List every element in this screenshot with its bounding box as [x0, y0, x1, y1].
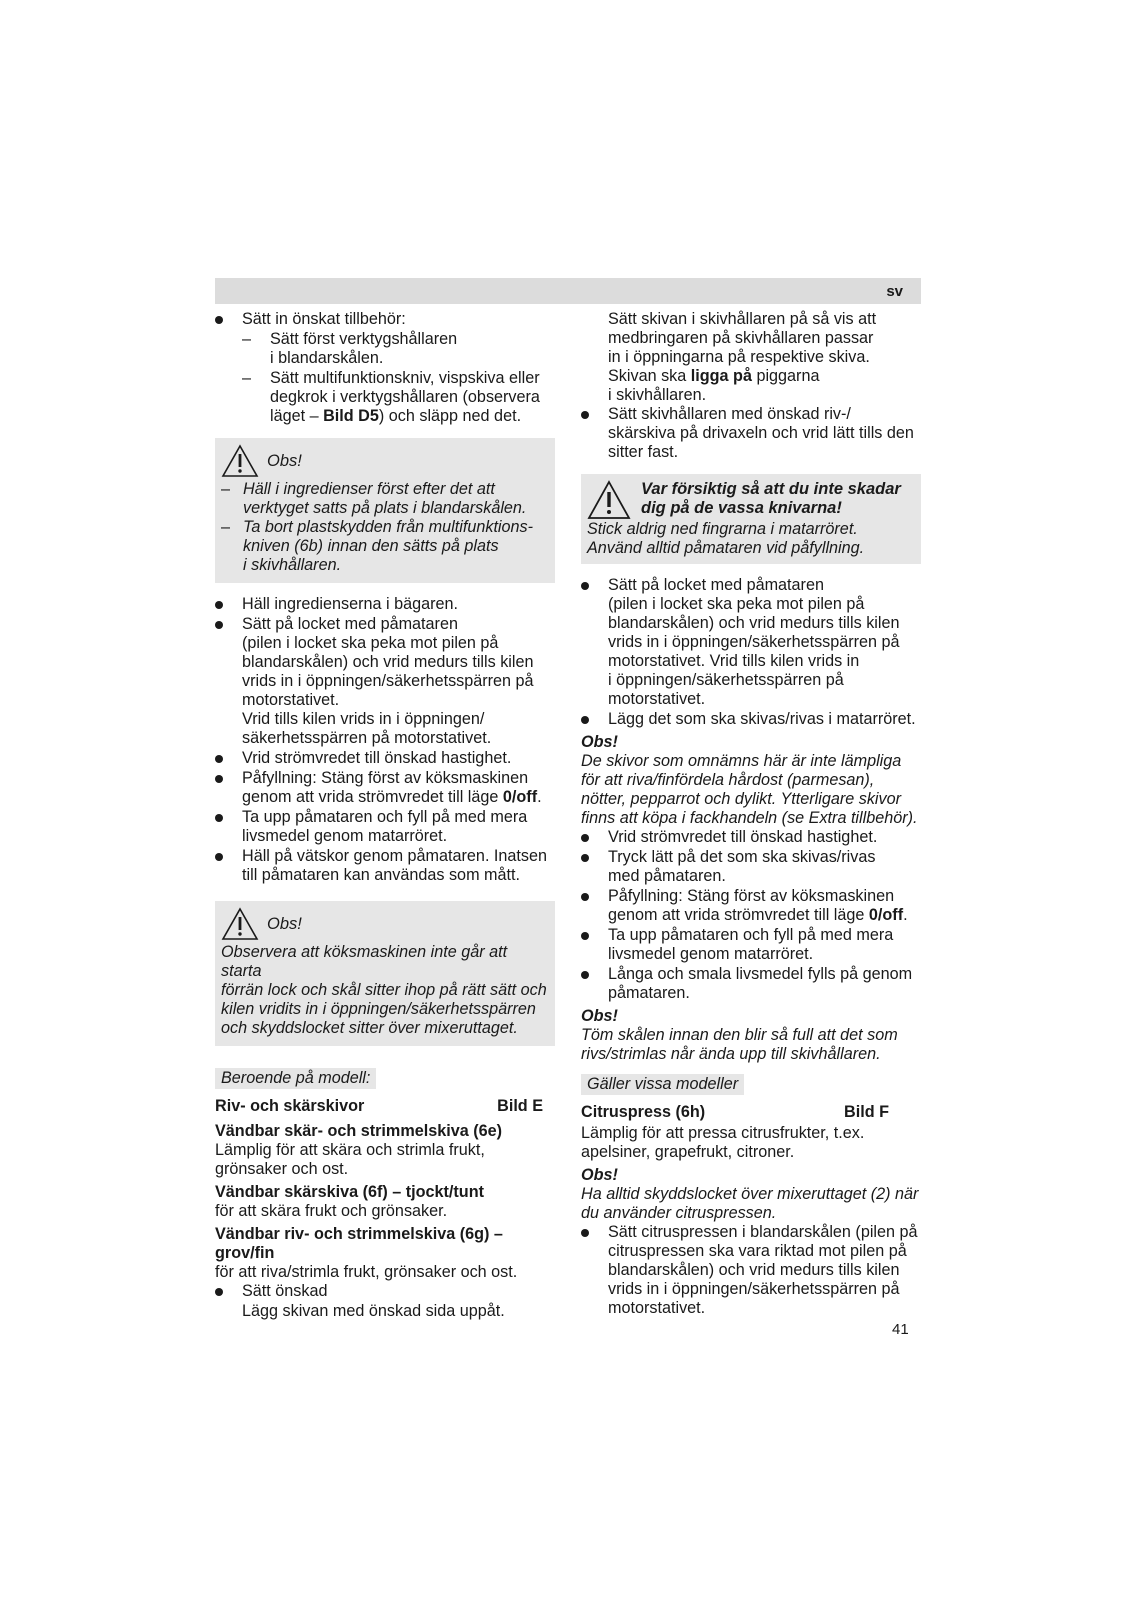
- bullet-icon: [215, 769, 242, 783]
- bullet-icon: [215, 615, 242, 629]
- note-box: Obs! Observera att köksmaskinen inte går att starta förrän lock och skål sitter ihop på rätt sätt och kilen vridits in i öppningen/säkerhetsspärren och skyddslocket sitter över mixeruttaget.: [215, 901, 555, 1046]
- bullet-icon: [581, 965, 608, 979]
- dash-item: – Sätt först verktygshållaren i blandarskålen.: [242, 330, 458, 367]
- bullet-icon: [215, 749, 242, 763]
- figure-ref: Bild E: [497, 1097, 543, 1115]
- page-number: 41: [892, 1321, 909, 1338]
- bullet-item: Påfyllning: Stäng först av köksmaskinen genom att vrida strömvredet till läge 0/off.: [581, 887, 921, 925]
- bullet-icon: [581, 576, 608, 590]
- continued-paragraph: Sätt skivan i skivhållaren på så vis att medbringaren på skivhållaren passar in i öppningarna på respektive skiva. Skivan ska ligga på piggarna i skivhållaren.: [608, 310, 877, 404]
- subheading: Vändbar skärskiva (6f) – tjockt/tunt: [215, 1183, 484, 1201]
- bullet-icon: [581, 926, 608, 940]
- bullet-item: Tryck lätt på det som ska skivas/rivas med påmataren.: [581, 848, 921, 886]
- bullet-icon: [581, 887, 608, 901]
- bullet-item: Långa och smala livsmedel fylls på genom påmataren.: [581, 965, 921, 1003]
- bullet-item: Häll på vätskor genom påmataren. Inatsen till påmataren kan användas som mått.: [215, 847, 555, 885]
- figure-ref: Bild F: [844, 1103, 889, 1121]
- bullet-item: Sätt skivhållaren med önskad riv-/ skärskiva på drivaxeln och vrid lätt tills den sitter fast.: [581, 405, 921, 462]
- bullet-item: Påfyllning: Stäng först av köksmaskinen genom att vrida strömvredet till läge 0/off.: [215, 769, 555, 807]
- note-title: Obs!: [267, 451, 302, 470]
- left-column: Sätt in önskat tillbehör: – Sätt först verktygshållaren i blandarskålen. – Sätt multifunktionskniv, vispskiva eller degkrok i verktygshållaren (observera läget – Bild D5) och släpp ned det. Obs! – Häll i ingredienser först efter det att verktyget satts på plats i blandarskålen. – Ta bort plastskydden från multifunktions- kniven (6b) innan den sätts på plats i skivhållaren. Häll ingredienserna i bägaren. Sätt på locket med påmataren (pilen i locket ska peka mot pilen på blandarskålen) och vrid medurs tills kilen vrids in i öppningen/säkerhetsspärren på motorstativet. Vrid tills kilen vrids in i öppningen/ säkerhetsspärren på motorstativet. Vrid strömvredet till önskad hastighet. Påfyllning: Stäng först av köksmaskinen genom att vrida strömvredet till läge 0/off. Ta upp påmataren och fyll på med mera livsmedel genom matarröret. Häll på vätskor genom påmataren. Inatsen till påmataren kan användas som mått. Obs! Observera att köksmaskinen inte går att starta förrän lock och skål sitter ihop på rätt sätt och kilen vridits in i öppningen/säkerhetsspärren och skyddslocket sitter över mixeruttaget. Beroende på modell: Riv- och skärskivor Bild E Vändbar skär- och strimmelskiva (6e) Lämplig för att skära och strimla frukt, grönsaker och ost. Vändbar skärskiva (6f) – tjockt/tunt för att skära frukt och grönsaker. Vändbar riv- och strimmelskiva (6g) – grov/fin för att riva/strimla frukt, grönsaker och ost. Sätt önskad Lägg skivan med önskad sida uppåt.: [215, 310, 555, 1321]
- section-heading: Riv- och skärskivor Bild E: [215, 1097, 543, 1115]
- warning-box: Var försiktig så att du inte skadar dig på de vassa knivarna! Stick aldrig ned fingrarna i matarröret. Använd alltid påmataren vid påfyllning.: [581, 474, 921, 564]
- bullet-item: Ta upp påmataren och fyll på med mera livsmedel genom matarröret.: [581, 926, 921, 964]
- note-title: Obs!: [581, 733, 618, 751]
- bullet-icon: [581, 710, 608, 724]
- bullet-icon: [581, 1223, 608, 1237]
- note-title: Obs!: [267, 914, 302, 933]
- warning-triangle-icon: [221, 907, 259, 941]
- language-bar: [215, 278, 921, 304]
- bullet-icon: [215, 310, 242, 324]
- note-box: Obs! – Häll i ingredienser först efter det att verktyget satts på plats i blandarskålen. – Ta bort plastskydden från multifunktions- kniven (6b) innan den sätts på plats i skivhållaren.: [215, 438, 555, 583]
- note-text: Ha alltid skyddslocket över mixeruttaget (2) när du använder citruspressen.: [581, 1185, 919, 1222]
- bullet-icon: [581, 828, 608, 842]
- bullet-item: Lägg det som ska skivas/rivas i matarröret.: [581, 710, 921, 729]
- bullet-item: Sätt på locket med påmataren (pilen i locket ska peka mot pilen på blandarskålen) och vrid medurs tills kilen vrids in i öppningen/säkerhetsspärren på motorstativet. Vrid tills kilen vrids in i öppningen/ säkerhetsspärren på motorstativet.: [215, 615, 555, 748]
- figure-ref: Bild D5: [323, 407, 379, 425]
- bullet-icon: [215, 847, 242, 861]
- section-heading: Citruspress (6h) Bild F: [581, 1103, 889, 1121]
- language-code: sv: [886, 283, 903, 300]
- right-column: Sätt skivan i skivhållaren på så vis att medbringaren på skivhållaren passar in i öppningarna på respektive skiva. Skivan ska ligga på piggarna i skivhållaren. Sätt skivhållaren med önskad riv-/ skärskiva på drivaxeln och vrid lätt tills den sitter fast. Var försiktig så att du inte skadar dig på de vassa knivarna! Stick aldrig ned fingrarna i matarröret. Använd alltid påmataren vid påfyllning. Sätt på locket med påmataren (pilen i locket ska peka mot pilen på blandarskålen) och vrid medurs tills kilen vrids in i öppningen/säkerhetsspärren på motorstativet. Vrid tills kilen vrids in i öppningen/säkerhetsspärren på motorstativet. Lägg det som ska skivas/rivas i matarröret. Obs! De skivor som omnämns här är inte lämpliga för att riva/finfördela hårdost (parmesan), nötter, pepparrot och dylikt. Ytterligare skivor finns att köpa i fackhandeln (se Extra tillbehör). Vrid strömvredet till önskad hastighet. Tryck lätt på det som ska skivas/rivas med påmataren. Påfyllning: Stäng först av köksmaskinen genom att vrida strömvredet till läge 0/off. Ta upp påmataren och fyll på med mera livsmedel genom matarröret. Långa och smala livsmedel fylls på genom påmataren. Obs! Töm skålen innan den blir så full att det som rivs/strimlas når ända upp till skivhållaren. Gäller vissa modeller Citruspress (6h) Bild F Lämplig för att pressa citrusfrukter, t.ex. apelsiner, grapefrukt, citroner. Obs! Ha alltid skyddslocket över mixeruttaget (2) när du använder citruspressen. Sätt citruspressen i blandarskålen (pilen på citruspressen ska vara riktad mot pilen på blandarskålen) och vrid medurs tills kilen vrids in i öppningen/säkerhetsspärren på motorstativet.: [581, 310, 921, 1319]
- bullet-item: Vrid strömvredet till önskad hastighet.: [215, 749, 555, 768]
- bullet-item: Ta upp påmataren och fyll på med mera livsmedel genom matarröret.: [215, 808, 555, 846]
- bullet-icon: [215, 595, 242, 609]
- warning-triangle-icon: [221, 444, 259, 478]
- bullet-icon: [581, 848, 608, 862]
- bullet-item: Häll ingredienserna i bägaren.: [215, 595, 555, 614]
- bullet-item: Sätt in önskat tillbehör:: [215, 310, 555, 329]
- note-text: Töm skålen innan den blir så full att det som rivs/strimlas når ända upp till skivhållaren.: [581, 1026, 898, 1063]
- warning-triangle-icon: [587, 480, 631, 520]
- bullet-icon: [215, 1282, 242, 1296]
- bullet-item: Sätt citruspressen i blandarskålen (pilen på citruspressen ska vara riktad mot pilen på blandarskålen) och vrid medurs tills kilen vrids in i öppningen/säkerhetsspärren på motorstativet.: [581, 1223, 921, 1318]
- bullet-icon: [215, 808, 242, 822]
- note-title: Obs!: [581, 1166, 618, 1184]
- bullet-item: Sätt på locket med påmataren (pilen i locket ska peka mot pilen på blandarskålen) och vrid medurs tills kilen vrids in i öppningen/säkerhetsspärren på motorstativet. Vrid tills kilen vrids in i öppningen/säkerhetsspärren på motorstativet.: [581, 576, 921, 709]
- note-title: Obs!: [581, 1007, 618, 1025]
- bullet-icon: [581, 405, 608, 419]
- note-text: De skivor som omnämns här är inte lämpliga för att riva/finfördela hårdost (parmesan), nötter, pepparrot och dylikt. Ytterligare skivor finns att köpa i fackhandeln (se Extra tillbehör).: [581, 752, 918, 827]
- model-tag: Gäller vissa modeller: [581, 1074, 744, 1095]
- subheading: Vändbar skär- och strimmelskiva (6e): [215, 1122, 503, 1140]
- dash-item: – Sätt multifunktionskniv, vispskiva eller degkrok i verktygshållaren (observera läget – Bild D5) och släpp ned det.: [242, 369, 540, 425]
- bullet-item: Vrid strömvredet till önskad hastighet.: [581, 828, 921, 847]
- model-tag: Beroende på modell:: [215, 1068, 376, 1089]
- subheading: Vändbar riv- och strimmelskiva (6g) – grov/fin: [215, 1225, 503, 1262]
- bullet-item: Sätt önskad: [215, 1282, 555, 1301]
